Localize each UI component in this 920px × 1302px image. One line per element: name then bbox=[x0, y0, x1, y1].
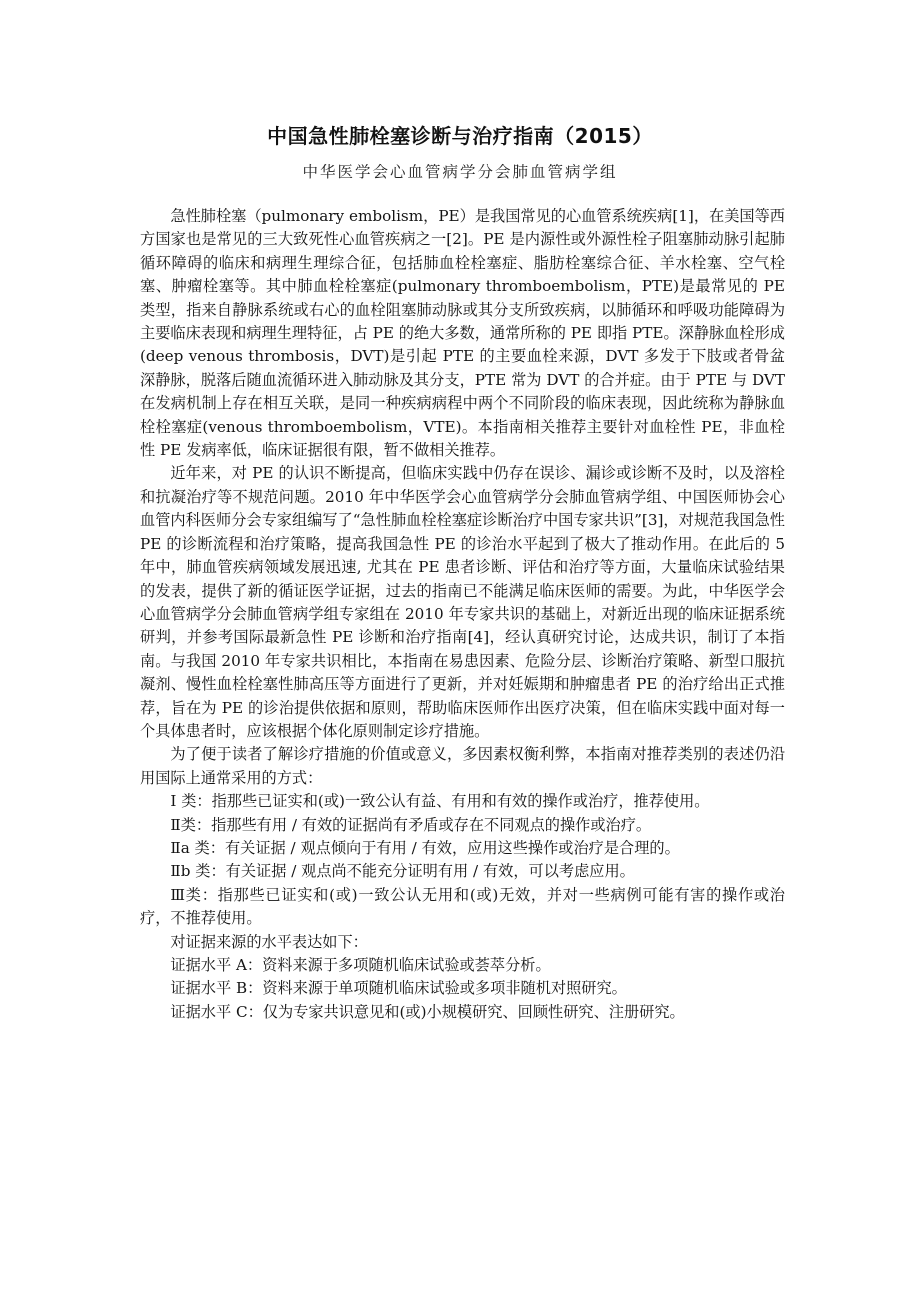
paragraph-evidence-intro: 对证据来源的水平表达如下： bbox=[170, 932, 368, 951]
document-author: 中华医学会心血管病学分会肺血管病学组 bbox=[302, 163, 618, 181]
paragraph-class-i: I 类：指那些已证实和(或)一致公认有益、有用和有效的操作或治疗，推荐使用。 bbox=[170, 792, 710, 811]
paragraph-evidence-b: 证据水平 B：资料来源于单项随机临床试验或多项非随机对照研究。 bbox=[170, 979, 627, 998]
paragraph-intro: 急性肺栓塞（pulmonary embolism，PE）是我国常见的心血管系统疾病[1]，在美国等西方国家也是常见的三大致死性心血管疾病之一[2]。PE 是内源性或外源性栓子阻塞肺动脉引起肺循环障碍的临床和病理生理综合征，包括肺血栓栓塞症、脂肪栓塞综合征、羊水栓塞、空气栓塞、肿瘤栓塞等。其中肺血栓栓塞症(pulmonary thromboembolism，PTE)是最常见的 PE 类型，指来自静脉系统或右心的血栓阻塞肺动脉或其分支所致疾病，以肺循环和呼吸功能障碍为主要临床表现和病理生理特征，占 PE 的绝大多数，通常所称的 PE 即指 PTE。深静脉血栓形成(deep venous thrombosis，DVT)是引起 PTE 的主要血栓来源，DVT 多发于下肢或者骨盆深静脉，脱落后随血流循环进入肺动脉及其分支，PTE 常为 DVT 的合并症。由于 PTE 与 DVT 在发病机制上存在相互关联，是同一种疾病病程中两个不同阶段的临床表现，因此统称为静脉血栓栓塞症(venous thromboembolism，VTE)。本指南相关推荐主要针对血栓性 PE，非血栓性 PE 发病率低，临床证据很有限，暂不做相关推荐。 bbox=[140, 207, 785, 460]
document-title: 中国急性肺栓塞诊断与治疗指南（2015） bbox=[267, 124, 653, 148]
paragraph-background: 近年来，对 PE 的认识不断提高，但临床实践中仍存在误诊、漏诊或诊断不及时，以及溶栓和抗凝治疗等不规范问题。2010 年中华医学会心血管病学分会肺血管病学组、中国医师协会心血管内科医师分会专家组编写了“急性肺血栓栓塞症诊断治疗中国专家共识”[3]，对规范我国急性 PE 的诊断流程和治疗策略，提高我国急性 PE 的诊治水平起到了极大了推动作用。在此后的 5 年中，肺血管疾病领域发展迅速, 尤其在 PE 患者诊断、评估和治疗等方面，大量临床试验结果的发表，提供了新的循证医学证据，过去的指南已不能满足临床医师的需要。为此，中华医学会心血管病学分会肺血管病学组专家组在 2010 年专家共识的基础上，对新近出现的临床证据系统研判，并参考国际最新急性 PE 诊断和治疗指南[4]，经认真研究讨论，达成共识，制订了本指南。与我国 2010 年专家共识相比，本指南在易患因素、危险分层、诊断治疗策略、新型口服抗凝剂、慢性血栓栓塞性肺高压等方面进行了更新，并对妊娠期和肿瘤患者 PE 的治疗给出正式推荐，旨在为 PE 的诊治提供依据和原则，帮助临床医师作出医疗决策，但在临床实践中面对每一个具体患者时，应该根据个体化原则制定诊疗措施。 bbox=[140, 464, 785, 740]
paragraph-recommendation-intro: 为了便于读者了解诊疗措施的价值或意义，多因素权衡利弊，本指南对推荐类别的表述仍沿用国际上通常采用的方式： bbox=[140, 745, 785, 787]
paragraph-class-iii: Ⅲ类：指那些已证实和(或)一致公认无用和(或)无效，并对一些病例可能有害的操作或治疗，不推荐使用。 bbox=[140, 885, 785, 928]
document-body bbox=[140, 205, 785, 1024]
paragraph-evidence-a: 证据水平 A：资料来源于多项随机临床试验或荟萃分析。 bbox=[170, 956, 551, 974]
paragraph-class-ii: Ⅱ类：指那些有用 / 有效的证据尚有矛盾或存在不同观点的操作或治疗。 bbox=[170, 815, 652, 834]
paragraph-class-iib: Ⅱb 类：有关证据 / 观点尚不能充分证明有用 / 有效，可以考虑应用。 bbox=[170, 862, 635, 881]
paragraph-evidence-c: 证据水平 C：仅为专家共识意见和(或)小规模研究、回顾性研究、注册研究。 bbox=[170, 1002, 685, 1021]
paragraph-class-iia: Ⅱa 类：有关证据 / 观点倾向于有用 / 有效，应用这些操作或治疗是合理的。 bbox=[170, 838, 680, 857]
